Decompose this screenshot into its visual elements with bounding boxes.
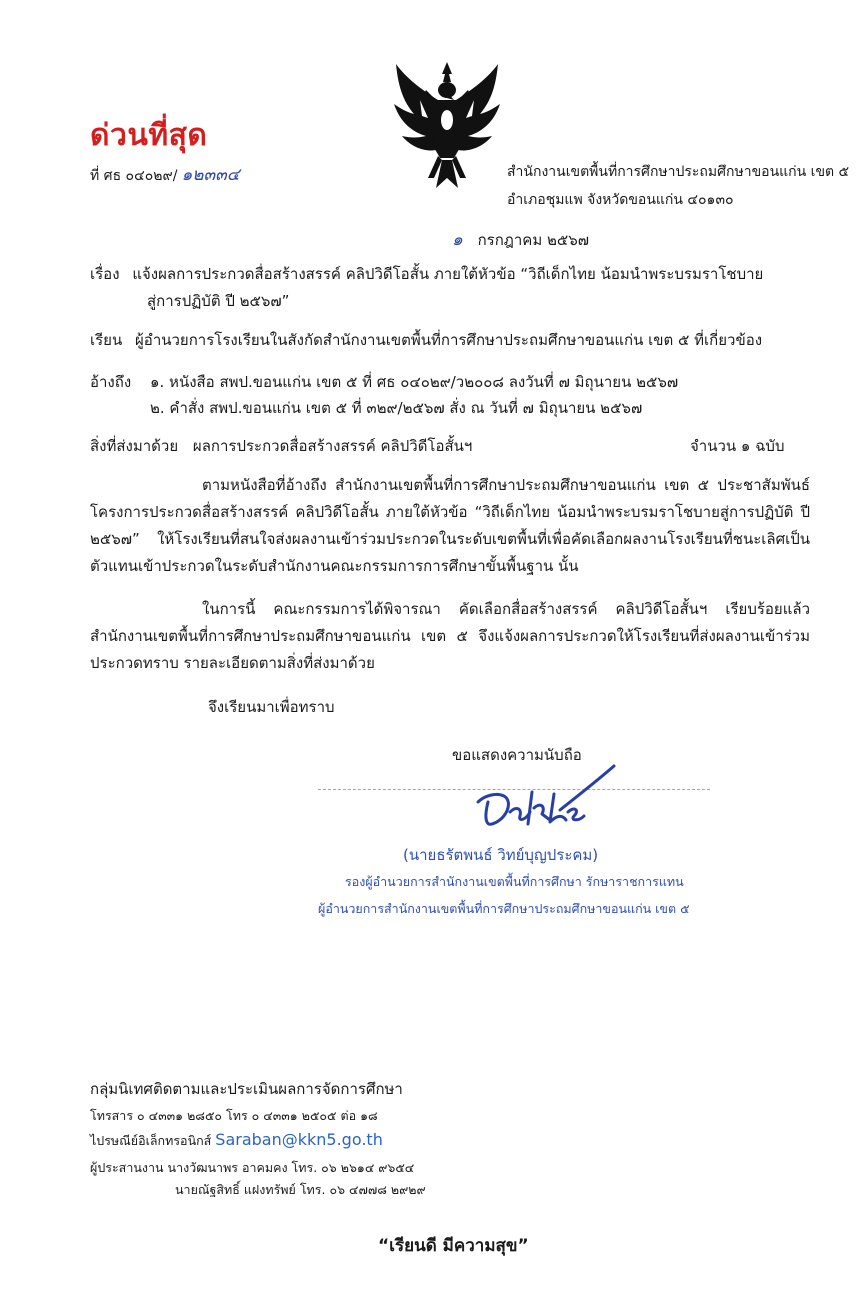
enclosure-label: สิ่งที่ส่งมาด้วย (90, 437, 179, 455)
reference-label: อ้างถึง (90, 373, 132, 391)
document-reference (90, 161, 240, 188)
signatory-name: (นายธรัตพนธ์ วิทย์บุญประคม) (403, 846, 599, 864)
email-link[interactable]: Saraban@kkn5.go.th (215, 1130, 383, 1149)
enclosure-text: ผลการประกวดสื่อสร้างสรรค์ คลิปวิดีโอสั้นฯ (192, 437, 473, 455)
signatory-position-1: รองผู้อำนวยการสำนักงานเขตพื้นที่การศึกษา รักษาราชการแทน (345, 874, 684, 889)
handwritten-signature-icon (470, 762, 620, 834)
motto: “เรียนดี มีความสุข” (378, 1236, 529, 1256)
recipient-text: ผู้อำนวยการโรงเรียนในสังกัดสำนักงานเขตพื้นที่การศึกษาประถมศึกษาขอนแก่น เขต ๕ ที่เกี่ยวข้อง (135, 331, 763, 349)
subject-text-line2: สู่การปฏิบัติ ปี ๒๕๖๗” (147, 292, 290, 310)
enclosure-quantity: จำนวน ๑ ฉบับ (690, 437, 785, 455)
enclosure-line (90, 434, 472, 458)
reference-item-2: ๒. คำสั่ง สพป.ขอนแก่น เขต ๕ ที่ ๓๒๙/๒๕๖๗ สั่ง ณ วันที่ ๗ มิถุนายน ๒๕๖๗ (150, 399, 643, 417)
coordinator-1: ผู้ประสานงาน นางวัฒนาพร อาคมคง โทร. ๐๖ ๒๖๑๔ ๙๖๕๔ (90, 1160, 415, 1175)
reference-prefix: ที่ ศธ ๐๔๐๒๙/ (90, 168, 178, 184)
date-day-handwritten: ๑ (452, 230, 463, 250)
signatory-position-2: ผู้อำนวยการสำนักงานเขตพื้นที่การศึกษาประถมศึกษาขอนแก่น เขต ๕ (318, 901, 690, 916)
recipient-line (90, 328, 762, 352)
document-date (452, 226, 589, 253)
reference-item-1: ๑. หนังสือ สพป.ขอนแก่น เขต ๕ ที่ ศธ ๐๔๐๒๙/ว๒๐๐๘ ลงวันที่ ๗ มิถุนายน ๒๕๖๗ (150, 373, 679, 391)
closing-line: จึงเรียนมาเพื่อทราบ (208, 698, 335, 716)
subject-text-line1: แจ้งผลการประกวดสื่อสร้างสรรค์ คลิปวิดีโอสั้น ภายใต้หัวข้อ “วิถีเด็กไทย น้อมนำพระบรมราโชบาย (132, 265, 764, 283)
body-paragraph-1-text: ตามหนังสือที่อ้างถึง สำนักงานเขตพื้นที่การศึกษาประถมศึกษาขอนแก่น เขต ๕ ประชาสัมพันธ์โครงการประกวดสื่อสร้างสรรค์ คลิปวิดีโอสั้น ภายใต้หัวข้อ “วิถีเด็กไทย น้อมนำพระบรมราโชบายสู่การปฏิบัติ ปี ๒๕๖๗” ให้โรงเรียนที่สนใจส่งผลงานเข้าร่วมประกวดในระดับเขตพื้นที่เพื่อคัดเลือกผลงานโรงเรียนที่ชนะเลิศเป็นตัวแทนเข้าประกวดในระดับสำนักงานคณะกรรมการการศึกษาขั้นพื้นฐาน นั้น (90, 476, 810, 575)
garuda-emblem-icon (392, 60, 502, 190)
fax-phone: โทรสาร ๐ ๔๓๓๑ ๒๘๕๐ โทร ๐ ๔๓๓๑ ๒๕๐๕ ต่อ ๑๘ (90, 1108, 378, 1123)
reference-number-handwritten: ๑๒๓๓๔ (181, 165, 240, 185)
recipient-label: เรียน (90, 331, 123, 349)
department-name: กลุ่มนิเทศติดตามและประเมินผลการจัดการศึกษา (90, 1080, 403, 1098)
office-name: สำนักงานเขตพื้นที่การศึกษาประถมศึกษาขอนแก่น เขต ๕ (507, 164, 850, 180)
office-address: อำเภอชุมแพ จังหวัดขอนแก่น ๔๐๑๓๐ (507, 192, 734, 208)
subject-line (90, 262, 763, 286)
body-paragraph-2-text: ในการนี้ คณะกรรมการได้พิจารณา คัดเลือกสื่อสร้างสรรค์ คลิปวิดีโอสั้นฯ เรียบร้อยแล้ว สำนักงานเขตพื้นที่การศึกษาประถมศึกษาขอนแก่น เขต ๕ จึงแจ้งผลการประกวดให้โรงเรียนที่ส่งผลงานเข้าร่วมประกวดทราบ รายละเอียดตามสิ่งที่ส่งมาด้วย (90, 600, 810, 672)
coordinator-2: นายณัฐสิทธิ์ แฝงทรัพย์ โทร. ๐๖ ๔๗๗๘ ๒๙๒๙ (175, 1182, 426, 1197)
urgency-stamp: ด่วนที่สุด (90, 118, 208, 153)
date-month-year: กรกฎาคม ๒๕๖๗ (477, 231, 590, 249)
regards-line: ขอแสดงความนับถือ (452, 746, 582, 764)
body-paragraph-2 (90, 596, 810, 677)
body-paragraph-1 (90, 472, 810, 580)
email-line (90, 1130, 383, 1151)
subject-label: เรื่อง (90, 265, 120, 283)
email-label: ไปรษณีย์อิเล็กทรอนิกส์ (90, 1133, 212, 1148)
